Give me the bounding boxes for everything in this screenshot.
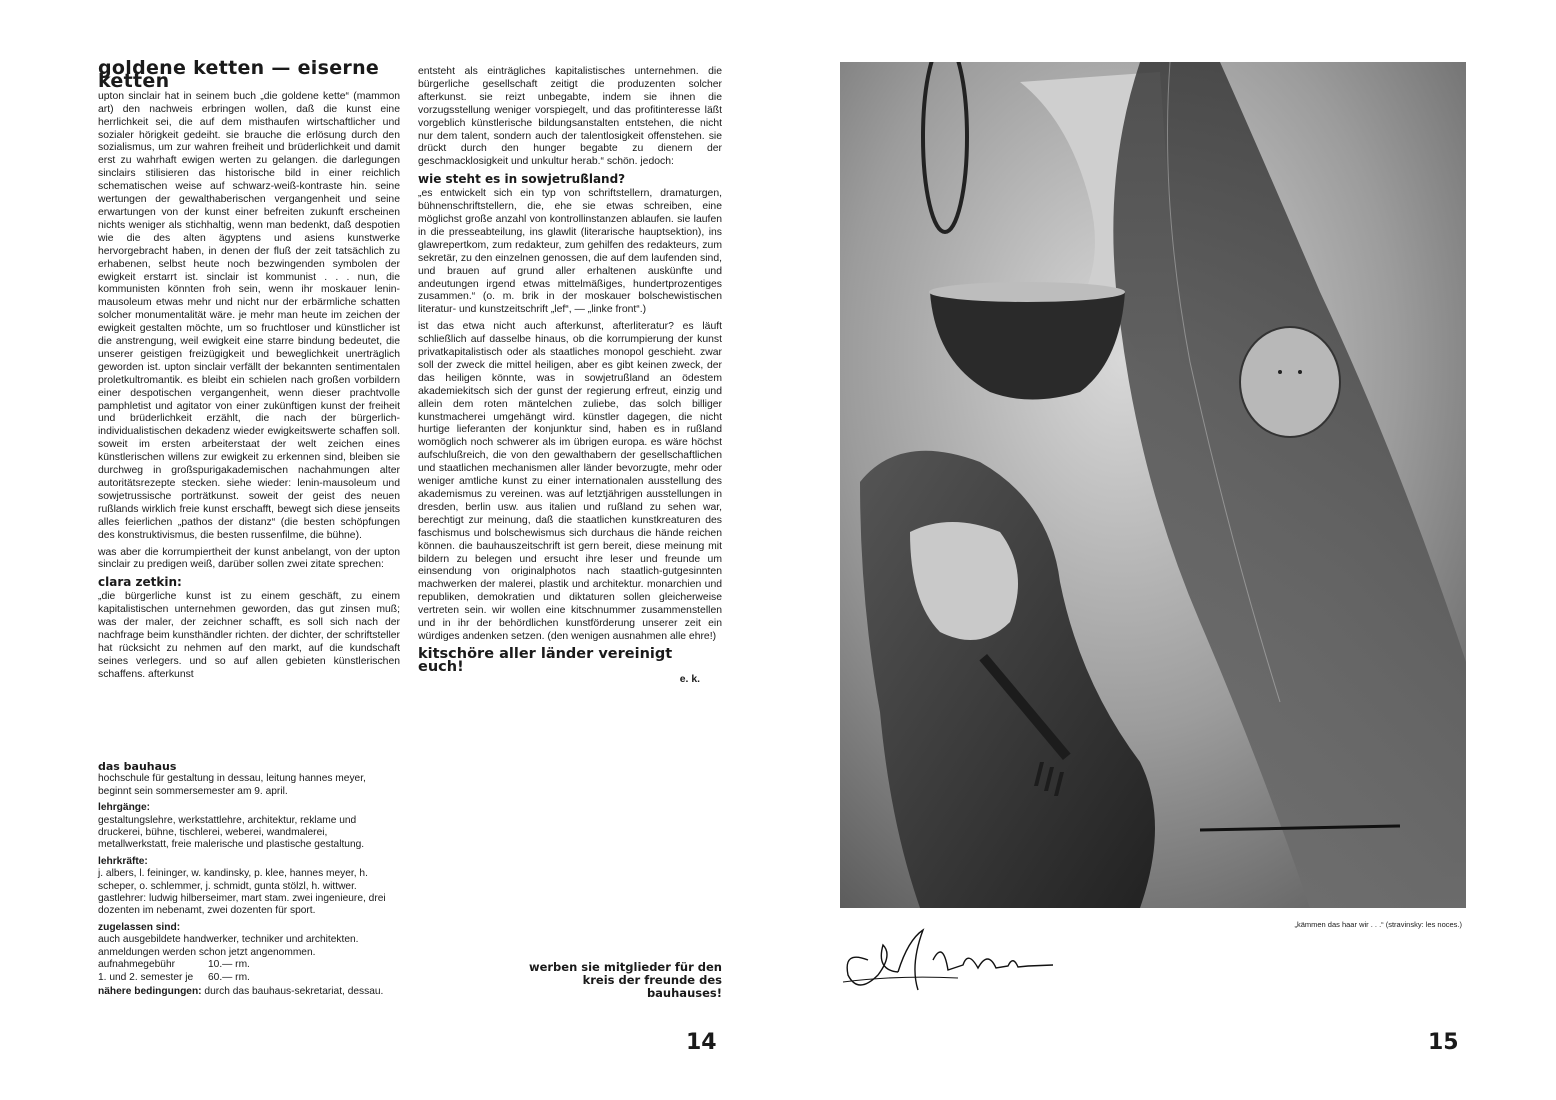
- fee-value: 10.— rm.: [208, 959, 250, 971]
- page-number-left: 14: [686, 1030, 717, 1055]
- article-paragraph: upton sinclair hat in seinem buch „die goldene kette“ (mammon art) den nachweis erbringen wollen, daß die kunst eine herrlichkeit sei, die auf dem misthaufen wirtschaftlicher und sozialer hörigkeit gedeiht. sie brauche die erlösung durch den sozialismus, um zur wahren freiheit und brüderlichkeit und damit erst zu wahrhaft ewigen werten zu gelangen. die darlegungen sinclairs stilisieren das historische bild in einer reichlich schematischen weise auf schwarz-weiß-kontraste hin. seine wertungen der gewalthaberischen vergangenheit und seine erwartungen von der kunst einer befreiten zukunft erscheinen nichts weniger als stichhaltig, wenn man bedenkt, daß despotien wie die des alten ägyptens und asiens kunstwerke hervorgebracht haben, in denen der fluß der zeit tatsächlich zu erhabenen, selbst heute noch bezwingenden symbolen der ewigkeit erstarrt ist. sinclair ist kommunist . . . nun, die kommunisten könnten froh sein, wenn ihr moskauer lenin-mausoleum etwas mehr und nicht nur der erbärmliche schatten solcher monumentalität wäre. je mehr man heute im zeichen der ewigkeit gestalten möchte, um so fruchtloser und künstlicher ist die anstrengung, weil ewigkeit eine starre bindung bedeutet, die unserer geistigen freizügigkeit und beweglichkeit unerträglich geworden ist. upton sinclair verfällt der bekannten sentimentalen proletkultromantik. es bleibt ein schielen nach großen vorbildern einer despotischen vergangenheit, wenn dieser prachtvolle pamphletist und agitator von einer zukünftigen kunst der freiheit und brüderlichkeit erzählt, die nach der bürgerlich-individualistischen dekadenz wieder ewigkeitswerte schaffen soll. soweit im ersten arbeiterstaat der welt zeichen eines künstlerischen willens zur ewigkeit zu erkennen sind, bleiben sie durchweg in großspurigakademischen nachahmungen alter autoritätsrezepte stecken. siehe wieder: lenin-mausoleum und sowjetrussische porträtkunst. soweit der geist des neuen rußlands wirklich freie kunst erschafft, bewegt sich diese jenseits alles feierlichen „pathos der distanz“ (die besten schöpfungen des konstruktivismus, die besten russenfilme, die bühne).: [98, 90, 400, 541]
- fee-label: aufnahmegebühr: [98, 959, 176, 971]
- details-label: nähere bedingungen:: [98, 985, 202, 997]
- lehrgaenge-label: lehrgänge:: [98, 802, 151, 814]
- illustration-photo: [840, 62, 1466, 908]
- subhead-clara-zetkin: clara zetkin:: [98, 575, 182, 590]
- article-paragraph: entsteht als einträgliches kapitalistisches unternehmen. die bürgerliche gesellschaft zeitigt die produzenten solcher afterkunst. sie reizt unbegabte, indem sie ihnen die vorzugsstellung weniger vorspiegelt, und das profitinteresse läßt vorgeblich künstlerische bildungsanstalten entstehen, die nicht nur dem talent, sondern auch der talentlosigkeit offenstehen. sie drückt durch den hunger begabte zu dienern der geschmacklosigkeit und unkultur herab.“ schön. jedoch:: [418, 66, 722, 168]
- details-text: durch das bauhaus-sekretariat, dessau.: [204, 985, 384, 997]
- bauhaus-title: das bauhaus: [98, 760, 177, 773]
- closing-headline: kitschöre aller länder vereinigt euch!: [418, 645, 673, 675]
- fee-value: 60.— rm.: [208, 971, 250, 983]
- author-initials: e. k.: [679, 673, 700, 685]
- article-column-1: [98, 57, 400, 686]
- zetkin-quote: „die bürgerliche kunst ist zu einem geschäft, zu einem kapitalistischen unternehmen geworden, das gut zinsen muß; was der maler, der zeichner schafft, es soll sich nach der nachfrage beim kunsthändler richten. der dichter, der schriftsteller hat rücksicht zu nehmen auf den markt, auf die kundschaft seines verlegers. und so auf allen gebieten künstlerischen schaffens. afterkunst: [98, 591, 400, 680]
- bauhaus-info-box: [98, 761, 400, 998]
- fee-row: [98, 972, 400, 984]
- signature-oskar-schlemmer: [838, 920, 1068, 1005]
- article-paragraph: „es entwickelt sich ein typ von schriftstellern, dramaturgen, bühnenschriftstellern, die, ehe sie etwas schreiben, eine möglichst große anzahl von kontrollinstanzen ablaufen. sie laufen in die presseabteilung, ins glawlit (literarische hauptsektion), ins glawrepertkom, zum redakteur, zum gehilfen des redakteurs, zum sekretär, zu den einzelnen genossen, die auf dem laufenden sind, und brauen auf grund aller erhaltenen auskünfte und andeutungen irgend etwas mittelmäßiges, hundertprozentiges zusammen.“ (o. m. brik in der moskauer bolschewistischen literatur- und kunstzeitschrift „lef“, — „linke front“.): [418, 188, 722, 316]
- illustration-artwork: [840, 62, 1466, 908]
- zugelassen-label: zugelassen sind:: [98, 921, 181, 933]
- werben-notice: werben sie mitglieder für den kreis der freunde des bauhauses!: [528, 960, 722, 1000]
- lehrgaenge-text: gestaltungslehre, werkstattlehre, architektur, reklame und druckerei, bühne, tischlerei, weberei, wandmalerei, metallwerkstatt, freie malerische und plastische gestaltung.: [98, 814, 365, 851]
- article-column-2: [418, 66, 722, 687]
- article-paragraph: was aber die korrumpiertheit der kunst anbelangt, von der upton sinclair zu predigen weiß, darüber sollen zwei zitate sprechen:: [98, 546, 400, 571]
- zugelassen-text: auch ausgebildete handwerker, techniker und architekten. anmeldungen werden schon jetzt angenommen.: [98, 934, 359, 958]
- page-number-right: 15: [1428, 1030, 1459, 1055]
- bauhaus-intro: hochschule für gestaltung in dessau, leitung hannes meyer, beginnt sein sommersemester am 9. april.: [98, 773, 366, 797]
- article-title: goldene ketten — eiserne ketten: [98, 57, 380, 92]
- fee-label: 1. und 2. semester je: [98, 971, 194, 983]
- subhead-sowjetrussland: wie steht es in sowjetrußland?: [418, 172, 626, 187]
- lehrkraefte-text: j. albers, l. feininger, w. kandinsky, p. klee, hannes meyer, h. scheper, o. schlemmer, j. schmidt, gunta stölzl, h. wittwer. gastlehrer: ludwig hilberseimer, mart stam. zwei ingenieure, drei dozenten im nebenamt, zwei dozenten für sport.: [98, 868, 386, 917]
- details-line: [98, 986, 400, 998]
- illustration-caption: „kämmen das haar wir . . .“ (stravinsky: les noces.): [1294, 920, 1462, 929]
- lehrkraefte-label: lehrkräfte:: [98, 855, 148, 867]
- article-paragraph: ist das etwa nicht auch afterkunst, afterliteratur? es läuft schließlich auf dasselbe hinaus, ob die korrumpierung der kunst privatkapitalistisch oder als staatliches monopol geschieht. zwar soll der zweck die mittel heiligen, aber es gibt keinen zweck, der das heiligen könnte, was in sowjetrußland an ödestem akademiekitsch sich der gunst der regierung erfreut, einzig und allein dem roten mäntelchen zuliebe, das solch billiger kunstmacherei umgehängt wird. künstler dagegen, die nicht hurtige lieferanten der konjunktur sind, haben es in rußland womöglich noch schwerer als im übrigen europa. es wäre höchst aufschlußreich, die von den gewalthabern der gesellschaftlichen und staatlichen mechanismen aller länder bevorzugte, mehr oder weniger amtliche kunst zu einer internationalen ausstellung des akademismus zu vereinen. was auf letztjährigen ausstellungen in dresden, berlin usw. aus italien und rußland zu sehen war, berechtigt zur meinung, daß die staatlichen kunstkreaturen des faschismus und bolschewismus sich durchaus die hände reichen können. die bauhauszeitschrift ist gern bereit, diese meinung mit bildern zu belegen und ersucht ihre leser und freunde um einsendung von originalphotos nach staatlich-gutgesinnten machwerken der malerei, plastik und architektur. monarchien und republiken, demokratien und diktaturen sollen gleicherweise vertreten sein. wir wollen eine kitschnummer zusammenstellen und in ihr der behördlichen kunstförderung unserer zeit ein würdiges andenken setzen. (den wenigen ausnahmen alle ehre!): [418, 321, 722, 642]
- fee-row: [98, 959, 400, 971]
- handwritten-signature: [838, 920, 1068, 1000]
